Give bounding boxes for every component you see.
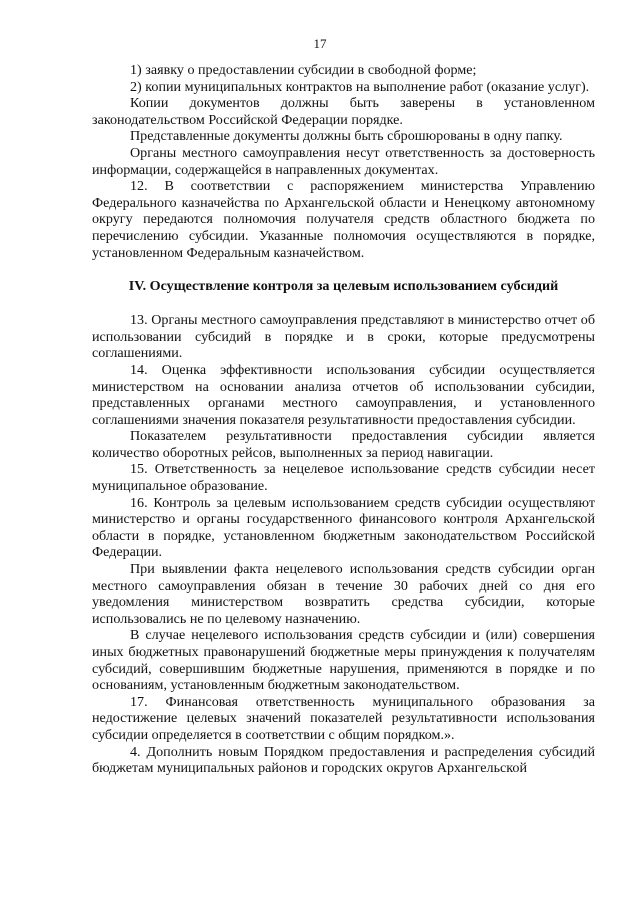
- paragraph-misuse-refund: При выявлении факта нецелевого использования средств субсидии орган местного самоуправления обязан в течение 30 рабочих дней со дня его уведомления министерством возвратить средства субсидии, которые использовались не по целевому назначению.: [92, 561, 595, 627]
- paragraph-performance-indicator: Показателем результативности предоставления субсидии является количество оборотных рейсов, выполненных за период навигации.: [92, 428, 595, 461]
- paragraph-budget-coercion: В случае нецелевого использования средств субсидии и (или) совершения иных бюджетных правонарушений бюджетные меры принуждения к получателям субсидий, совершившим бюджетные нарушения, применяются в порядке и по основаниям, установленным бюджетным законодательством.: [92, 627, 595, 694]
- paragraph-local-authority-responsibility: Органы местного самоуправления несут ответственность за достоверность информации, содержащейся в направленных документах.: [92, 144, 595, 178]
- paragraph-documents-binding: Представленные документы должны быть сброшюрованы в одну папку.: [130, 128, 563, 145]
- paragraph-clause-17: 17. Финансовая ответственность муниципального образования за недостижение целевых значений показателей результативности использования субсидии определяется в соответствии с общим порядком.».: [92, 693, 595, 743]
- paragraph-clause-14: 14. Оценка эффективности использования субсидии осуществляется министерством на основании анализа отчетов об использовании субсидии, представленных органами местного самоуправления, и установленного соглашениями значения показателя результативности предоставления субсидии.: [92, 361, 595, 428]
- document-body: [92, 62, 595, 777]
- paragraph-item-1-application: 1) заявку о предоставлении субсидии в свободной форме;: [130, 62, 477, 78]
- paragraph-item-2-contracts: 2) копии муниципальных контрактов на выполнение работ (оказание услуг).: [130, 78, 590, 95]
- page-number: 17: [313, 36, 327, 51]
- paragraph-item-4-new-procedure: 4. Дополнить новым Порядком предоставления и распределения субсидий бюджетам муниципальных районов и городских округов Архангельской: [92, 743, 595, 777]
- section-heading: IV. Осуществление контроля за целевым использованием субсидий: [128, 278, 559, 295]
- paragraph-document-certification: Копии документов должны быть заверены в установленном законодательством Российской Федерации порядке.: [92, 95, 595, 128]
- paragraph-clause-15: 15. Ответственность за нецелевое использование средств субсидии несет муниципальное образование.: [92, 461, 595, 495]
- paragraph-clause-12: 12. В соответствии с распоряжением министерства Управлению Федерального казначейства по Архангельской области и Ненецкому автономному округу передаются полномочия получателя средств областного бюджета по перечислению субсидии. Указанные полномочия осуществляются в порядке, установленном Федеральным казначейством.: [92, 178, 595, 261]
- paragraph-clause-16: 16. Контроль за целевым использованием средств субсидии осуществляют министерство и органы государственного финансового контроля Архангельской области в порядке, установленном бюджетным законодательством Российской Федерации.: [92, 494, 595, 561]
- paragraph-clause-13: 13. Органы местного самоуправления представляют в министерство отчет об использовании субсидий в порядке и в сроки, которые предусмотрены соглашениями.: [92, 312, 595, 362]
